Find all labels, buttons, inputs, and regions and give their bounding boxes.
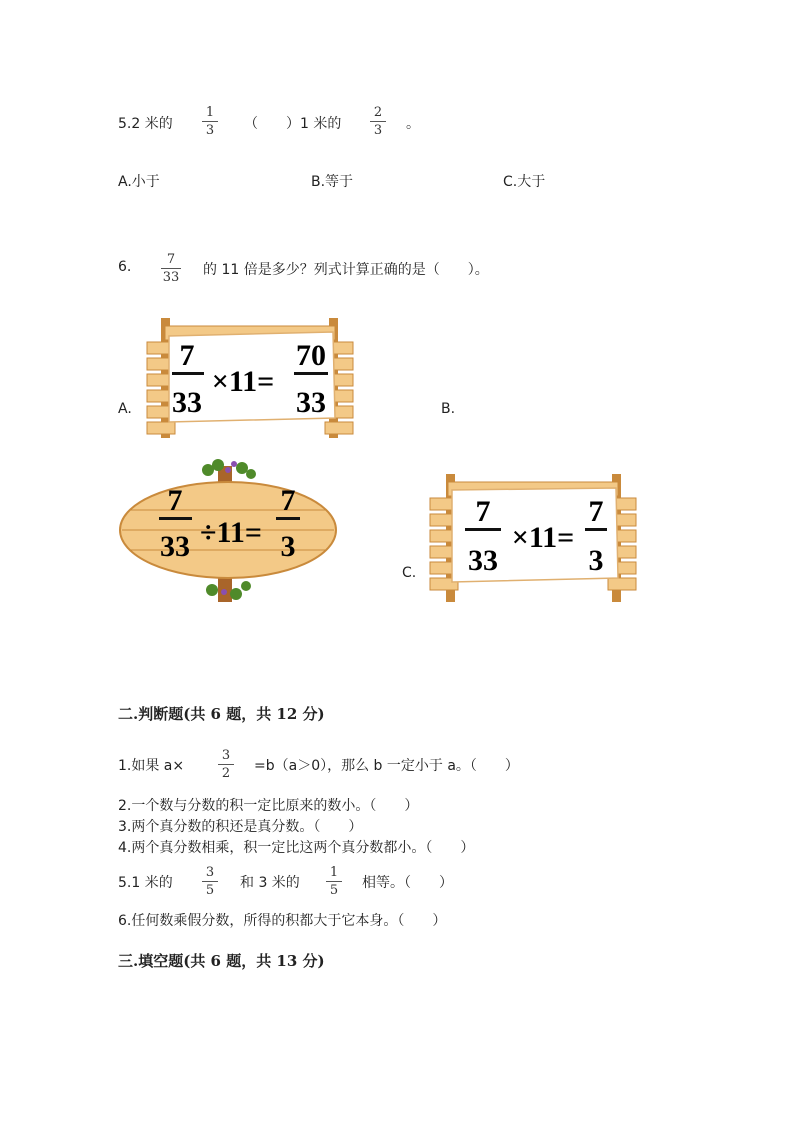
q6-frac-den: 33 bbox=[162, 270, 180, 285]
q5-frac1-num: 1 bbox=[205, 105, 215, 120]
sign-c-n1: 7 bbox=[475, 495, 491, 528]
q5-option-c[interactable]: C.大于 bbox=[503, 174, 546, 190]
sign-a-n2: 70 bbox=[296, 339, 326, 372]
sign-c-n2: 7 bbox=[588, 495, 604, 528]
s2-q5-fraction-1 bbox=[199, 865, 221, 898]
q5-frac2-den: 3 bbox=[373, 123, 383, 138]
q6-option-b-label[interactable]: B. bbox=[441, 401, 456, 417]
sign-a[interactable] bbox=[143, 318, 358, 438]
q6-frac-num: 7 bbox=[166, 252, 176, 267]
sign-c-d1: 33 bbox=[468, 544, 498, 577]
section3-title: 三.填空题(共 6 题，共 13 分) bbox=[118, 952, 325, 970]
s2-q5-frac1-num: 3 bbox=[205, 865, 215, 880]
s2-q1-prefix: 1.如果 a× bbox=[118, 758, 185, 774]
s2-q1-suffix: =b（a＞0），那么 b 一定小于 a。（ ） bbox=[254, 758, 519, 774]
s2-q5-frac2-den: 5 bbox=[329, 883, 339, 898]
s2-q1-frac-num: 3 bbox=[221, 748, 231, 763]
s2-q1-fraction bbox=[215, 748, 237, 781]
q5-fraction-2 bbox=[367, 105, 389, 138]
sign-c-d2: 3 bbox=[588, 544, 604, 577]
s2-q2: 2.一个数与分数的积一定比原来的数小。（ ） bbox=[118, 798, 419, 814]
s2-q3: 3.两个真分数的积还是真分数。（ ） bbox=[118, 819, 363, 835]
q5-option-a[interactable]: A.小于 bbox=[118, 174, 160, 190]
s2-q4: 4.两个真分数相乘，积一定比这两个真分数都小。（ ） bbox=[118, 840, 475, 856]
q5-prefix: 5.2 米的 bbox=[118, 116, 173, 132]
q5-fraction-1 bbox=[199, 105, 221, 138]
q5-blank-text: （ ）1 米的 bbox=[244, 116, 342, 132]
q6-option-c-label[interactable]: C. bbox=[402, 565, 417, 581]
s2-q5-fraction-2 bbox=[323, 865, 345, 898]
s2-q5-mid: 和 3 米的 bbox=[240, 875, 300, 891]
sign-b-d2: 3 bbox=[280, 530, 296, 563]
sign-b-op: ÷11= bbox=[200, 516, 262, 549]
q5-frac1-den: 3 bbox=[205, 123, 215, 138]
q6-option-a-label[interactable]: A. bbox=[118, 401, 132, 417]
q6-fraction bbox=[158, 252, 184, 285]
s2-q5-suffix: 相等。（ ） bbox=[362, 875, 453, 891]
q5-option-b[interactable]: B.等于 bbox=[311, 174, 354, 190]
q6-text: 的 11 倍是多少？列式计算正确的是（ ）。 bbox=[203, 262, 489, 278]
sign-b[interactable] bbox=[118, 458, 340, 602]
sign-a-op: ×11= bbox=[211, 365, 275, 398]
s2-q5-frac2-num: 1 bbox=[329, 865, 339, 880]
sign-c-op: ×11= bbox=[511, 521, 575, 554]
sign-a-n1: 7 bbox=[179, 339, 195, 372]
sign-b-n1: 7 bbox=[167, 484, 183, 517]
q5-suffix: 。 bbox=[406, 116, 420, 132]
sign-a-d1: 33 bbox=[172, 386, 202, 419]
s2-q1-frac-den: 2 bbox=[221, 766, 231, 781]
s2-q5-prefix: 5.1 米的 bbox=[118, 875, 173, 891]
q5-frac2-num: 2 bbox=[373, 105, 383, 120]
sign-c[interactable] bbox=[428, 474, 640, 602]
sign-b-n2: 7 bbox=[280, 484, 296, 517]
q6-prefix: 6. bbox=[118, 259, 132, 275]
sign-b-d1: 33 bbox=[160, 530, 190, 563]
s2-q6: 6.任何数乘假分数，所得的积都大于它本身。（ ） bbox=[118, 913, 447, 929]
sign-a-d2: 33 bbox=[296, 386, 326, 419]
section2-title: 二.判断题(共 6 题，共 12 分) bbox=[118, 705, 325, 723]
s2-q5-frac1-den: 5 bbox=[205, 883, 215, 898]
